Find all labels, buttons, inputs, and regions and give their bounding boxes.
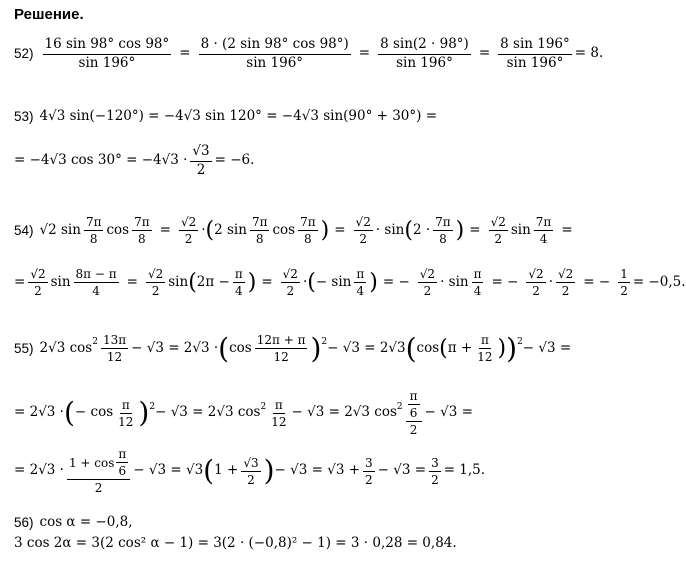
problem-54-line-2: = $\frac{√2}{2}$ sin $\frac{8\pi - \pi}{4}$ = $\frac{√2}{2}$ sin ( 2π − $\frac{\pi}{4}$ ) = $\frac{√2}{2}$ · ( − sin π 4 ) = − $\frac{√2}{2}$ · sin $\frac{\pi}{4}$ = − $\frac{√2}{2}$ · $\frac{√2}{2}$ = − $\frac{1}{2}$ = −0,5. <box>14 267 686 298</box>
problem-53-line-1 <box>14 110 437 124</box>
problem-55-line-1: 55) 2√3 cos 2 13π 12 − √3 = 2√3 · ( cos 12π + π 12 ) 2 − √3 = 2√3 ( cos ( π + $\frac{\pi}{12}$ ) ) 2 − √3 = <box>14 331 572 365</box>
problem-56-line-1 <box>14 516 133 530</box>
fraction: $\frac{8 \cdot (2 \sin 98^\circ \cos 98^\circ)}{\sin 196^\circ}$ <box>200 36 349 71</box>
problem-number: 55) <box>14 340 34 356</box>
problem-number: 52) <box>14 46 34 62</box>
equation-text: cos α = −0,8, <box>39 514 133 530</box>
equation-text: = −4√3 cos 30° = −4√3 · <box>14 152 188 169</box>
problem-54-line-1: 54) √2 sin 7π 8 cos $\frac{7\pi}{8}$ = $\frac{√2}{2}$ · ( 2 sin 7π 8 cos 7π 8 ) = $\frac{√2}{2}$ · sin ( 2 · 7π 8 ) = $\frac{√2}{2}$ sin $\frac{7\pi}{4}$ = <box>14 215 573 246</box>
result: = 1,5. <box>443 462 486 479</box>
problem-number: 53) <box>14 109 34 124</box>
problem-number: 54) <box>14 222 34 238</box>
result: = −6. <box>214 152 255 169</box>
equation-text: 3 cos 2α = 3(2 cos² α − 1) = 3(2 · (−0,8)² − 1) = 3 · 0,28 = 0,84. <box>14 535 457 551</box>
fraction: $\frac{16 \sin 98^\circ \cos 98^\circ}{\sin 196^\circ}$ <box>44 36 170 71</box>
fraction: $\frac{8 \sin 196^\circ}{\sin 196^\circ}$ <box>500 36 570 71</box>
problem-55-line-3: = 2√3 · 1 + cos π 6 2 − √3 = √3 ( 1 + $\frac{√3}{2}$ ) − √3 = √3 + $\frac{3}{2}$ − √3 = $\frac{3}{2}$ = 1,5. <box>14 447 486 495</box>
problem-55-line-2: = 2√3 · ( − cos π 12 ) 2 − √3 = 2√3 cos 2 π 12 − √3 = 2√3 cos 2 $\frac{\pi}{6}$ 2 − √3 = <box>14 389 473 437</box>
problem-56-line-2 <box>14 537 457 551</box>
result: = −0,5. <box>632 273 686 290</box>
fraction: $\frac{√3}{2}$ <box>192 143 210 178</box>
result: = 8. <box>574 45 604 62</box>
solution-heading: Решение. <box>14 6 84 23</box>
problem-53-line-2 <box>14 145 254 177</box>
problem-number: 56) <box>14 515 34 530</box>
equation-text: 4√3 sin(−120°) = −4√3 sin 120° = −4√3 sin(90° + 30°) = <box>39 108 438 124</box>
problem-52: 52) $\frac{16 \sin 98^\circ \cos 98^\circ}{\sin 196^\circ}$ = $\frac{8 \cdot (2 \sin 98^\circ \cos 98^\circ)}{\sin 196^\circ}$ = $\frac{8 \sin(2 \cdot 98^\circ)}{\sin 196^\circ}$ = $\frac{8 \sin 196^\circ}{\sin 196^\circ}$ = 8. <box>14 36 604 71</box>
fraction: $\frac{8 \sin(2 \cdot 98^\circ)}{\sin 196^\circ}$ <box>380 36 469 71</box>
